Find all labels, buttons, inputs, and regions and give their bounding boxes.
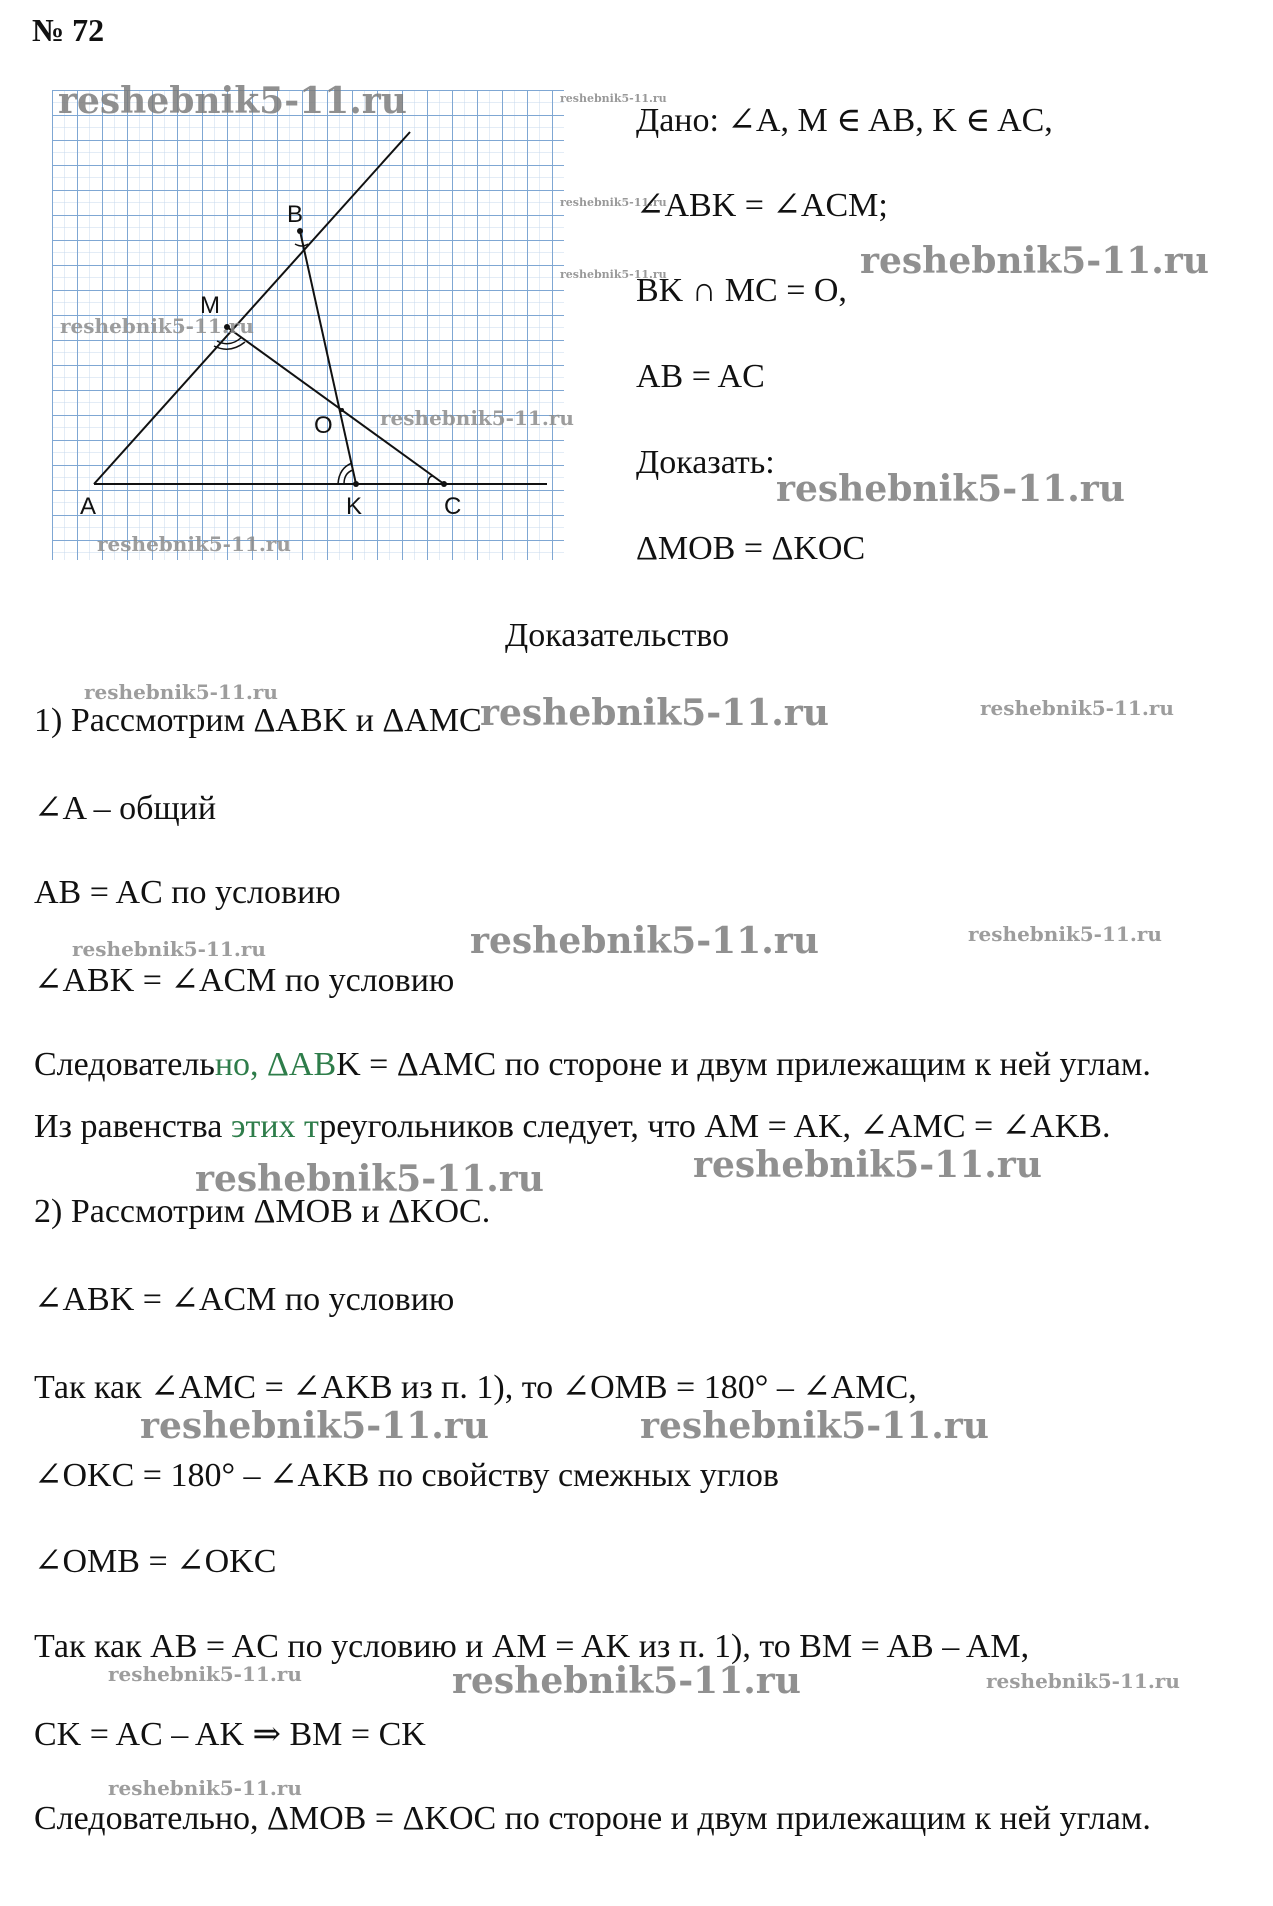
given-line-3: BK ∩ MC = O, (636, 272, 847, 309)
proof-line-5 (34, 1046, 1151, 1084)
watermark: reshebnik5-11.ru (84, 680, 278, 704)
watermark: reshebnik5-11.ru (560, 268, 667, 281)
proof-heading: Доказательство (505, 617, 730, 654)
watermark: reshebnik5-11.ru (776, 468, 1125, 510)
watermark: reshebnik5-11.ru (860, 240, 1209, 282)
watermark: reshebnik5-11.ru (97, 532, 291, 556)
label-a: A (80, 493, 97, 520)
watermark: reshebnik5-11.ru (980, 696, 1174, 720)
proof-line-2: ∠A – общий (34, 790, 217, 827)
proof-line-14: Следовательно, ΔMOB = ΔKOC по стороне и двум прилежащим к ней углам. (34, 1800, 1151, 1837)
watermark: reshebnik5-11.ru (470, 920, 819, 962)
proof-line-6-part-c: реугольников следует, что AM = AK, ∠AMC = ∠AKB. (319, 1108, 1111, 1145)
watermark: reshebnik5-11.ru (58, 80, 407, 122)
watermark: reshebnik5-11.ru (195, 1158, 544, 1200)
watermark: reshebnik5-11.ru (560, 92, 667, 105)
point-k (353, 481, 359, 487)
proof-line-6 (34, 1106, 1110, 1146)
watermark: reshebnik5-11.ru (72, 937, 266, 961)
prove-statement: ΔMOB = ΔKOC (636, 530, 866, 567)
watermark: reshebnik5-11.ru (693, 1144, 1042, 1186)
given-line-4: AB = AC (636, 358, 765, 395)
watermark: reshebnik5-11.ru (108, 1662, 302, 1686)
watermark: reshebnik5-11.ru (140, 1405, 489, 1447)
proof-line-12: Так как AB = AC по условию и AM = AK из п. 1), то BM = AB – AM, (34, 1628, 1030, 1665)
watermark: reshebnik5-11.ru (640, 1405, 989, 1447)
proof-line-5-part-b: но, ΔAB (214, 1046, 337, 1083)
proof-line-8: ∠ABK = ∠ACM по условию (34, 1281, 455, 1318)
given-line-1: Дано: ∠A, M ∈ AB, K ∈ AC, (636, 102, 1053, 139)
proof-line-9: Так как ∠AMC = ∠AKB из п. 1), то ∠OMB = 180° – ∠AMC, (34, 1369, 917, 1406)
label-o: O (314, 412, 333, 439)
point-c (441, 481, 447, 487)
prove-label: Доказать: (636, 444, 775, 481)
label-c: C (444, 493, 462, 520)
watermark: reshebnik5-11.ru (452, 1660, 801, 1702)
watermark: reshebnik5-11.ru (108, 1776, 302, 1800)
watermark: reshebnik5-11.ru (986, 1669, 1180, 1693)
watermark: reshebnik5-11.ru (480, 692, 829, 734)
proof-line-13: CK = AC – AK ⇒ BM = CK (34, 1716, 426, 1753)
proof-line-11: ∠OMB = ∠OKC (34, 1543, 277, 1580)
proof-line-5-part-a: Следователь (34, 1046, 215, 1083)
proof-line-6-part-a: Из равенства (34, 1108, 231, 1145)
proof-line-1: 1) Рассмотрим ΔABK и ΔAMC (34, 702, 482, 739)
problem-number: № 72 (32, 12, 105, 48)
watermark: reshebnik5-11.ru (60, 314, 254, 338)
proof-line-4: ∠ABK = ∠ACM по условию (34, 962, 455, 999)
label-m: M (200, 292, 220, 319)
proof-line-10: ∠OKC = 180° – ∠AKB по свойству смежных углов (34, 1457, 779, 1494)
proof-line-5-part-c: K = ΔAMC по стороне и двум прилежащим к ней углам. (336, 1046, 1151, 1083)
proof-line-3: AB = AC по условию (34, 874, 341, 911)
point-b (297, 228, 303, 234)
proof-line-6-part-b: этих т (230, 1108, 320, 1145)
proof-line-7: 2) Рассмотрим ΔMOB и ΔKOC. (34, 1193, 491, 1230)
label-k: K (346, 493, 363, 520)
label-b: B (287, 201, 304, 228)
watermark: reshebnik5-11.ru (968, 922, 1162, 946)
given-line-2: ∠ABK = ∠ACM; (636, 187, 888, 224)
watermark: reshebnik5-11.ru (560, 196, 667, 209)
watermark: reshebnik5-11.ru (380, 406, 574, 430)
point-o (340, 408, 344, 412)
